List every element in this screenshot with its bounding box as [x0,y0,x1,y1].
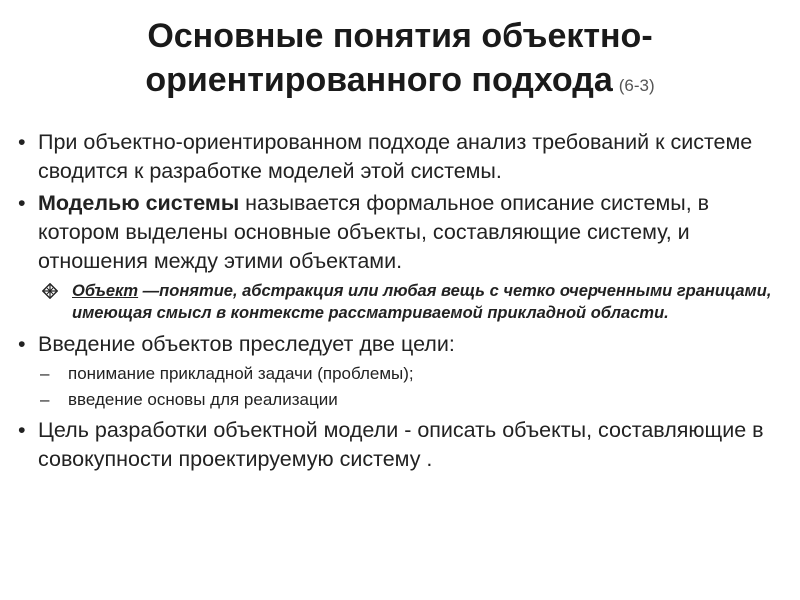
bullet-marker: • [18,191,26,215]
definition-text: —понятие, абстракция или любая вещь с четко очерченными границами, имеющая смысл в контексте рассматриваемой прикладной области. [72,282,772,322]
definition-term: Объект [72,282,139,300]
bullet-item [18,330,788,359]
bullet-text: называется формальное описание системы, в котором выделены основные объекты, составляющие систему, и отношения между этими объектами. [38,191,710,273]
title-line-1: Основные понятия объектно- [147,17,653,55]
title-line-2 [40,58,760,108]
slide-content [18,128,788,477]
definition-item [18,280,788,324]
slide-title [40,14,760,108]
dash-marker: – [40,390,50,409]
slide-reference: (6-3) [618,76,655,95]
dash-marker: – [40,364,50,383]
bullet-marker: • [18,332,26,356]
goal-item [18,362,788,386]
bullet-item [18,128,788,186]
bullet-marker: • [18,130,26,154]
bullet-text: Цель разработки объектной модели - описать объекты, составляющие в совокупности проектируемую систему . [38,418,764,471]
bullet-text: При объектно-ориентированном подходе анализ требований к системе сводится к разработке моделей этой системы. [38,130,753,183]
bullet-bold-term: Моделью системы [38,191,240,215]
bullet-marker: • [18,418,26,442]
bullet-item [18,416,788,474]
bullet-item [18,189,788,276]
diamond-check-icon [42,283,58,299]
goal-text: введение основы для реализации [68,390,338,409]
goal-text: понимание прикладной задачи (проблемы); [68,364,414,383]
goal-item [18,388,788,412]
title-line-2-text: ориентированного подхода [145,61,613,99]
bullet-text: Введение объектов преследует две цели: [38,332,455,356]
